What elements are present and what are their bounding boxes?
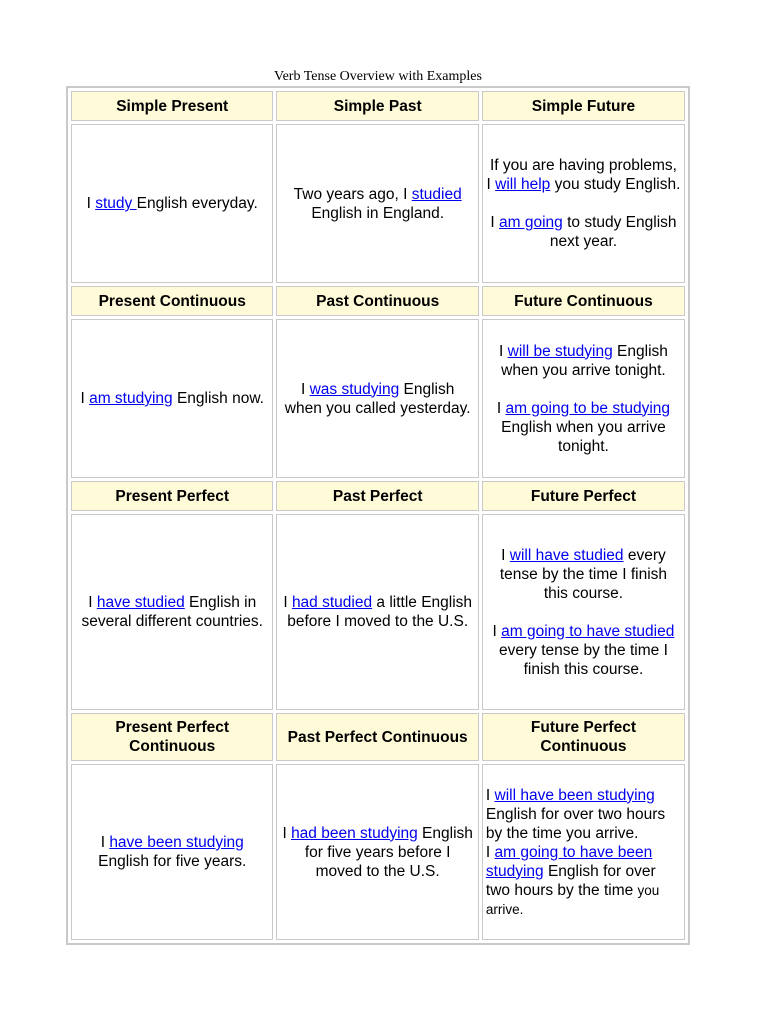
example-text: English now. — [172, 390, 264, 407]
example-text: English when you called yesterday. — [284, 380, 471, 417]
header-row-simple — [71, 91, 685, 121]
verb-link[interactable]: will be studying — [507, 342, 613, 360]
example-text: English for over two hours by the time you arrive. — [485, 805, 666, 842]
example-text: English for over two hours by the time — [485, 862, 656, 899]
verb-link[interactable]: am going to have been studying — [485, 843, 653, 880]
header-past-perfect: Past Perfect — [276, 481, 478, 511]
example-present-perfect-continuous — [71, 764, 273, 940]
header-future-continuous: Future Continuous — [482, 286, 685, 316]
example-text: I — [490, 214, 500, 231]
example-simple-past — [276, 124, 478, 283]
example-simple-future — [482, 124, 685, 283]
example-text: I — [485, 843, 495, 861]
header-past-perfect-continuous: Past Perfect Continuous — [276, 713, 478, 761]
header-row-continuous — [71, 286, 685, 316]
example-text: English in several different countries. — [81, 594, 263, 630]
example-text: Two years ago, I — [293, 185, 412, 203]
example-future-continuous — [482, 319, 685, 478]
example-present-perfect — [71, 514, 273, 710]
example-text: every tense by the time I finish this course. — [499, 546, 668, 602]
verb-link[interactable]: will have studied — [509, 546, 624, 564]
example-text: I — [300, 380, 310, 398]
example-text: a little English before I moved to the U.S. — [287, 594, 473, 630]
header-row-perfect — [71, 481, 685, 511]
verb-link[interactable]: had studied — [291, 594, 373, 611]
header-future-perfect-continuous: Future Perfect Continuous — [482, 713, 685, 761]
example-future-perfect — [482, 514, 685, 710]
example-future-perfect-continuous — [482, 764, 685, 940]
header-simple-future: Simple Future — [482, 91, 685, 121]
header-future-perfect: Future Perfect — [482, 481, 685, 511]
example-past-continuous — [276, 319, 478, 478]
example-past-perfect-continuous — [276, 764, 478, 940]
verb-link[interactable]: study — [95, 195, 137, 212]
verb-tense-table — [66, 86, 690, 945]
verb-link[interactable]: studied — [411, 185, 462, 203]
header-past-continuous: Past Continuous — [276, 286, 478, 316]
example-text: to study English next year. — [549, 214, 677, 250]
example-text: English everyday. — [136, 195, 258, 212]
example-text: I — [88, 594, 97, 611]
example-past-perfect — [276, 514, 478, 710]
example-present-continuous — [71, 319, 273, 478]
example-text: I — [86, 195, 96, 212]
example-text: English when you arrive tonight. — [501, 418, 666, 455]
example-text: I — [485, 786, 495, 804]
verb-link[interactable]: have been studying — [109, 834, 244, 851]
example-text: every tense by the time I finish this course. — [499, 641, 668, 678]
verb-link[interactable]: was studying — [309, 380, 400, 398]
example-text: I — [282, 824, 292, 842]
example-text: I — [499, 342, 508, 360]
example-text: I — [496, 399, 506, 417]
table-caption: Verb Tense Overview with Examples — [274, 69, 482, 84]
example-text: I — [283, 594, 292, 611]
verb-link[interactable]: am going — [499, 214, 563, 231]
header-simple-present: Simple Present — [71, 91, 273, 121]
verb-link[interactable]: am going to have studied — [501, 622, 675, 640]
example-text: English for five years. — [98, 853, 247, 870]
header-simple-past: Simple Past — [276, 91, 478, 121]
header-present-continuous: Present Continuous — [71, 286, 273, 316]
header-present-perfect-continuous: Present Perfect Continuous — [71, 713, 273, 761]
verb-link[interactable]: am studying — [89, 390, 173, 407]
example-row-continuous — [71, 319, 685, 478]
verb-link[interactable]: have studied — [96, 594, 185, 611]
verb-link[interactable]: had been studying — [291, 824, 418, 842]
example-text: English when you arrive tonight. — [501, 342, 668, 379]
verb-link[interactable]: will help — [495, 176, 551, 193]
verb-link[interactable]: am going to be studying — [505, 399, 671, 417]
example-text-small: you arrive. — [485, 882, 660, 917]
example-text: I — [492, 622, 502, 640]
example-text: I — [80, 390, 90, 407]
example-text: I — [501, 546, 510, 564]
example-text: I — [100, 834, 110, 851]
example-row-simple — [71, 124, 685, 283]
example-text: English for five years before I moved to the U.S. — [304, 824, 473, 880]
example-text: If you are having problems, I — [486, 157, 677, 193]
example-row-perfect-continuous — [71, 764, 685, 940]
example-row-perfect — [71, 514, 685, 710]
example-simple-present — [71, 124, 273, 283]
example-text: English in England. — [311, 204, 445, 222]
verb-link[interactable]: will have been studying — [494, 786, 655, 804]
header-present-perfect: Present Perfect — [71, 481, 273, 511]
header-row-perfect-continuous — [71, 713, 685, 761]
example-text: you study English. — [550, 176, 681, 193]
